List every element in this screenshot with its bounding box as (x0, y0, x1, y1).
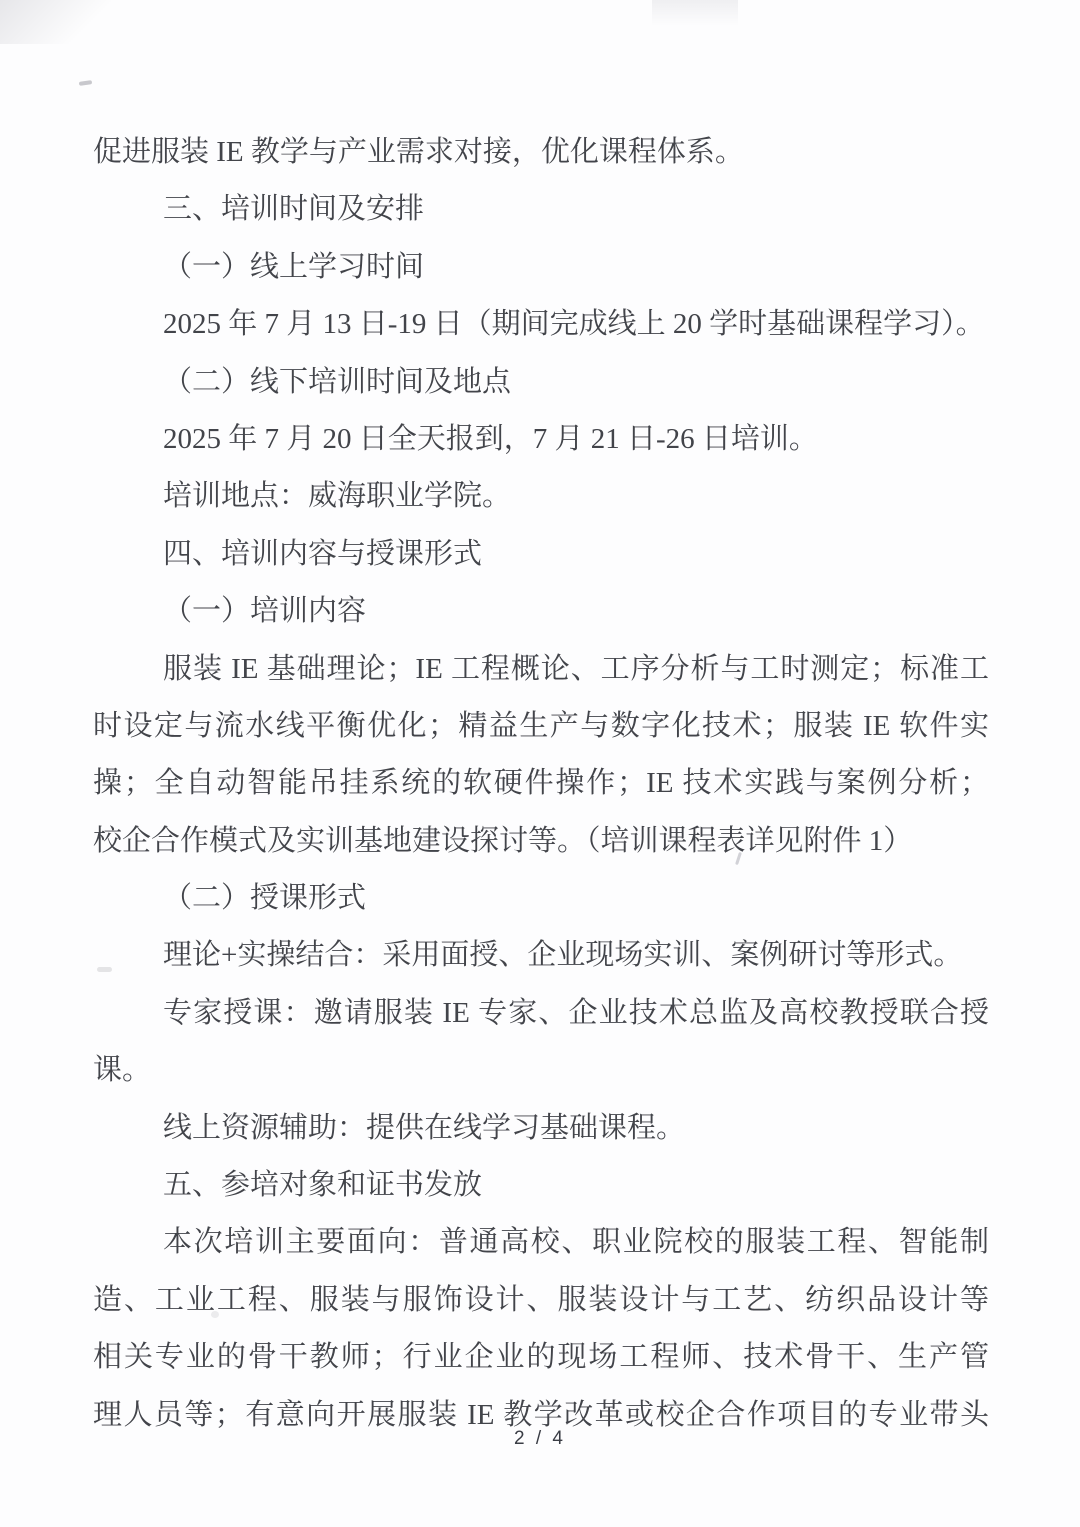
scan-smudge (79, 80, 92, 86)
subsection-heading: （二）线下培训时间及地点 (163, 365, 512, 398)
page-number: 2 / 4 (514, 1428, 566, 1449)
doc-line: 2025 年 7 月 20 日全天报到，7 月 21 日-26 日培训。 (163, 422, 818, 455)
document-body-text (93, 124, 989, 1444)
scan-smudge (652, 0, 738, 26)
doc-line: 相关专业的骨干教师；行业企业的现场工程师、技术骨干、生产管 (93, 1341, 989, 1374)
doc-line: 理人员等；有意向开展服装 IE 教学改革或校企合作项目的专业带头 (93, 1398, 989, 1431)
subsection-heading: （一）线上学习时间 (163, 250, 425, 283)
doc-line: 促进服装 IE 教学与产业需求对接，优化课程体系。 (93, 136, 744, 168)
subsection-heading: （二）授课形式 (163, 882, 367, 915)
subsection-heading: （一）培训内容 (163, 595, 367, 628)
doc-line: 课。 (93, 1054, 152, 1087)
doc-line: 专家授课：邀请服装 IE 专家、企业技术总监及高校教授联合授 (163, 996, 989, 1029)
doc-line: 操；全自动智能吊挂系统的软硬件操作；IE 技术实践与案例分析； (93, 767, 989, 800)
doc-line: 理论+实操结合：采用面授、企业现场实训、案例研讨等形式。 (163, 939, 963, 972)
scan-smudge (0, 0, 120, 44)
doc-line: 线上资源辅助：提供在线学习基础课程。 (163, 1111, 686, 1144)
doc-line: 本次培训主要面向：普通高校、职业院校的服装工程、智能制 (163, 1226, 989, 1259)
section-heading: 五、参培对象和证书发放 (163, 1169, 483, 1202)
doc-line: 2025 年 7 月 13 日-19 日（期间完成线上 20 学时基础课程学习）。 (163, 308, 985, 341)
section-heading: 四、培训内容与授课形式 (163, 537, 483, 570)
section-heading: 三、培训时间及安排 (163, 193, 425, 226)
doc-line: 造、工业工程、服装与服饰设计、服装设计与工艺、纺织品设计等 (93, 1283, 989, 1316)
doc-line: 培训地点：威海职业学院。 (163, 480, 512, 513)
doc-line: 服装 IE 基础理论；IE 工程概论、工序分析与工时测定；标准工 (163, 652, 989, 685)
doc-line: 时设定与流水线平衡优化；精益生产与数字化技术；服装 IE 软件实 (93, 709, 989, 742)
doc-line: 校企合作模式及实训基地建设探讨等。（培训课程表详见附件 1） (93, 824, 913, 857)
